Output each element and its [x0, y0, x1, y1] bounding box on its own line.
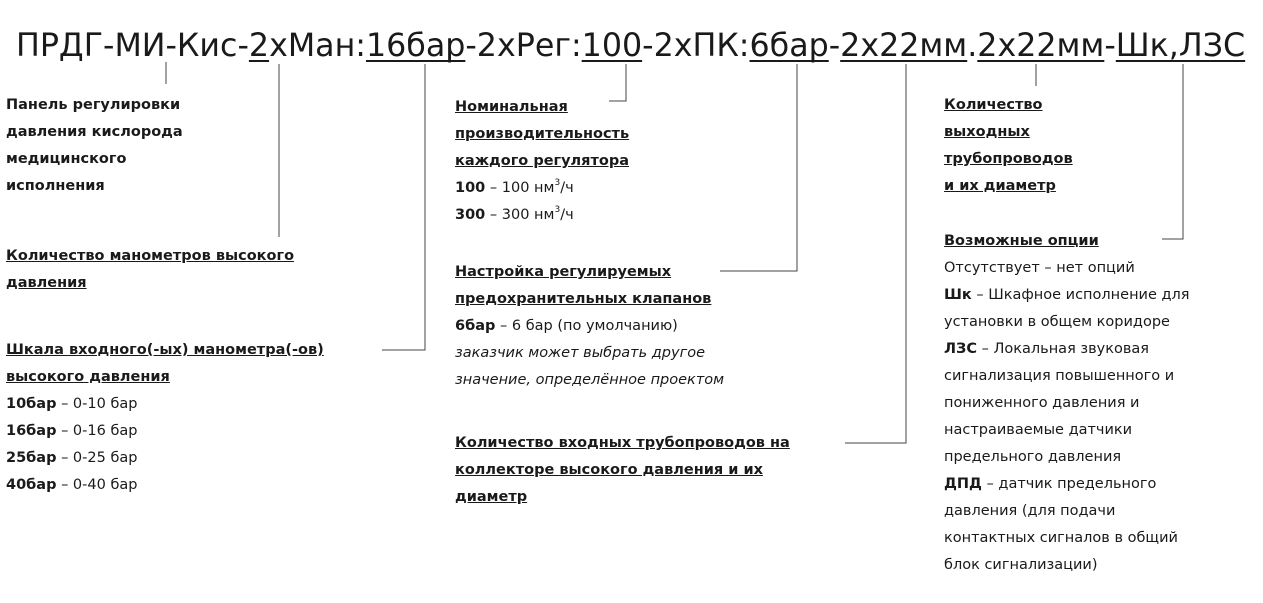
capacity-option-unit: /ч	[560, 207, 574, 223]
capacity-option-value: – 100 нм	[485, 180, 555, 196]
scale-option	[6, 472, 324, 499]
outlets-line-4: и их диаметр	[944, 178, 1056, 194]
code-segment: -2хРег:	[465, 28, 582, 64]
code-segment-underlined: 2х22мм	[840, 28, 968, 64]
valves-option-key: 6бар	[455, 318, 496, 334]
outlets-line-3: трубопроводов	[944, 151, 1073, 167]
option-lzs	[944, 336, 1190, 363]
product-code-text	[16, 28, 1245, 64]
capacity-option-key: 100	[455, 180, 486, 196]
capacity-line-3: каждого регулятора	[455, 153, 630, 169]
gauges-count-line-2: давления	[6, 275, 87, 291]
scale-option-value: – 0-25 бар	[56, 450, 138, 466]
option-dpd	[944, 471, 1190, 498]
code-segment: ПРДГ-МИ-Кис-	[16, 28, 249, 64]
option-key: ДПД	[944, 476, 982, 492]
scale-option-key: 10бар	[6, 396, 57, 412]
scale-option-value: – 0-10 бар	[56, 396, 138, 412]
scale-option	[6, 391, 324, 418]
outlets-block	[944, 92, 1073, 200]
option-key: Шк	[944, 287, 972, 303]
valves-note-1: заказчик может выбрать другое	[455, 345, 706, 361]
capacity-line-1: Номинальная	[455, 99, 568, 115]
panel-line-3: медицинского	[6, 151, 127, 167]
outlets-line-2: выходных	[944, 124, 1030, 140]
gauges-count-line-1: Количество манометров высокого	[6, 248, 295, 264]
product-code-svg	[0, 0, 1263, 80]
inlets-block	[455, 430, 790, 511]
capacity-option-300	[455, 202, 629, 229]
option-dpd-cont: контактных сигналов в общий	[944, 530, 1178, 546]
connector-inlets	[845, 64, 906, 443]
outlets-line-1: Количество	[944, 97, 1043, 113]
capacity-option-100	[455, 175, 629, 202]
scale-option-value: – 0-40 бар	[56, 477, 138, 493]
scale-option	[6, 418, 324, 445]
connector-scale	[382, 64, 425, 350]
code-segment: -	[828, 28, 841, 64]
option-value: – датчик предельного	[981, 476, 1157, 492]
option-lzs-cont: сигнализация повышенного и	[944, 368, 1175, 384]
panel-line-1: Панель регулировки	[6, 97, 181, 113]
capacity-option-key: 300	[455, 207, 486, 223]
code-segment-underlined: Шк,ЛЗС	[1115, 28, 1246, 64]
options-none: Отсутствует – нет опций	[944, 260, 1135, 276]
option-dpd-cont: давления (для подачи	[944, 503, 1116, 519]
cubic-superscript: 3	[554, 178, 561, 189]
panel-line-4: исполнения	[6, 178, 105, 194]
code-segment-underlined: 16бар	[365, 28, 466, 64]
valves-note-2: значение, определённое проектом	[455, 372, 725, 388]
product-code	[0, 0, 1263, 80]
option-lzs-cont: настраиваемые датчики	[944, 422, 1133, 438]
option-lzs-cont: пониженного давления и	[944, 395, 1140, 411]
valves-line-2: предохранительных клапанов	[455, 291, 712, 307]
connector-options	[1162, 64, 1183, 239]
capacity-option-unit: /ч	[560, 180, 574, 196]
capacity-option-value: – 300 нм	[485, 207, 555, 223]
inlets-line-1: Количество входных трубопроводов на	[455, 435, 790, 451]
scale-line-2: высокого давления	[6, 369, 170, 385]
valves-line-1: Настройка регулируемых	[455, 264, 672, 280]
options-title: Возможные опции	[944, 233, 1099, 249]
code-segment-underlined: 100	[581, 28, 643, 64]
cubic-superscript: 3	[554, 205, 561, 216]
code-segment: хМан:	[269, 28, 366, 64]
code-segment-underlined: 6бар	[749, 28, 829, 64]
option-shk	[944, 282, 1190, 309]
code-segment-underlined: 2	[248, 28, 270, 64]
panel-line-2: давления кислорода	[6, 124, 183, 140]
connector-valves	[720, 64, 797, 271]
option-value: – Шкафное исполнение для	[971, 287, 1190, 303]
code-segment: -2хПК:	[642, 28, 750, 64]
inlets-line-2: коллекторе высокого давления и их	[455, 462, 763, 478]
capacity-block	[455, 94, 629, 229]
scale-option-key: 16бар	[6, 423, 57, 439]
code-segment: -	[1104, 28, 1116, 64]
capacity-line-2: производительность	[455, 126, 630, 142]
inlets-line-3: диаметр	[455, 489, 528, 505]
valves-option	[455, 313, 724, 340]
scale-option	[6, 445, 324, 472]
code-segment: .	[967, 28, 978, 64]
scale-option-value: – 0-16 бар	[56, 423, 138, 439]
gauges-count-block	[6, 243, 294, 297]
code-segment-underlined: 2х22мм	[977, 28, 1105, 64]
options-block	[944, 228, 1190, 579]
scale-line-1: Шкала входного(-ых) манометра(-ов)	[6, 342, 324, 358]
panel-description	[6, 92, 183, 200]
option-dpd-cont: блок сигнализации)	[944, 557, 1098, 573]
option-shk-cont: установки в общем коридоре	[944, 314, 1170, 330]
option-key: ЛЗС	[944, 341, 977, 357]
scale-option-key: 25бар	[6, 450, 57, 466]
option-lzs-cont: предельного давления	[944, 449, 1122, 465]
valves-option-value: – 6 бар (по умолчанию)	[495, 318, 678, 334]
scale-block	[6, 337, 324, 499]
option-value: – Локальная звуковая	[977, 341, 1150, 357]
scale-option-key: 40бар	[6, 477, 57, 493]
valves-block	[455, 259, 724, 394]
